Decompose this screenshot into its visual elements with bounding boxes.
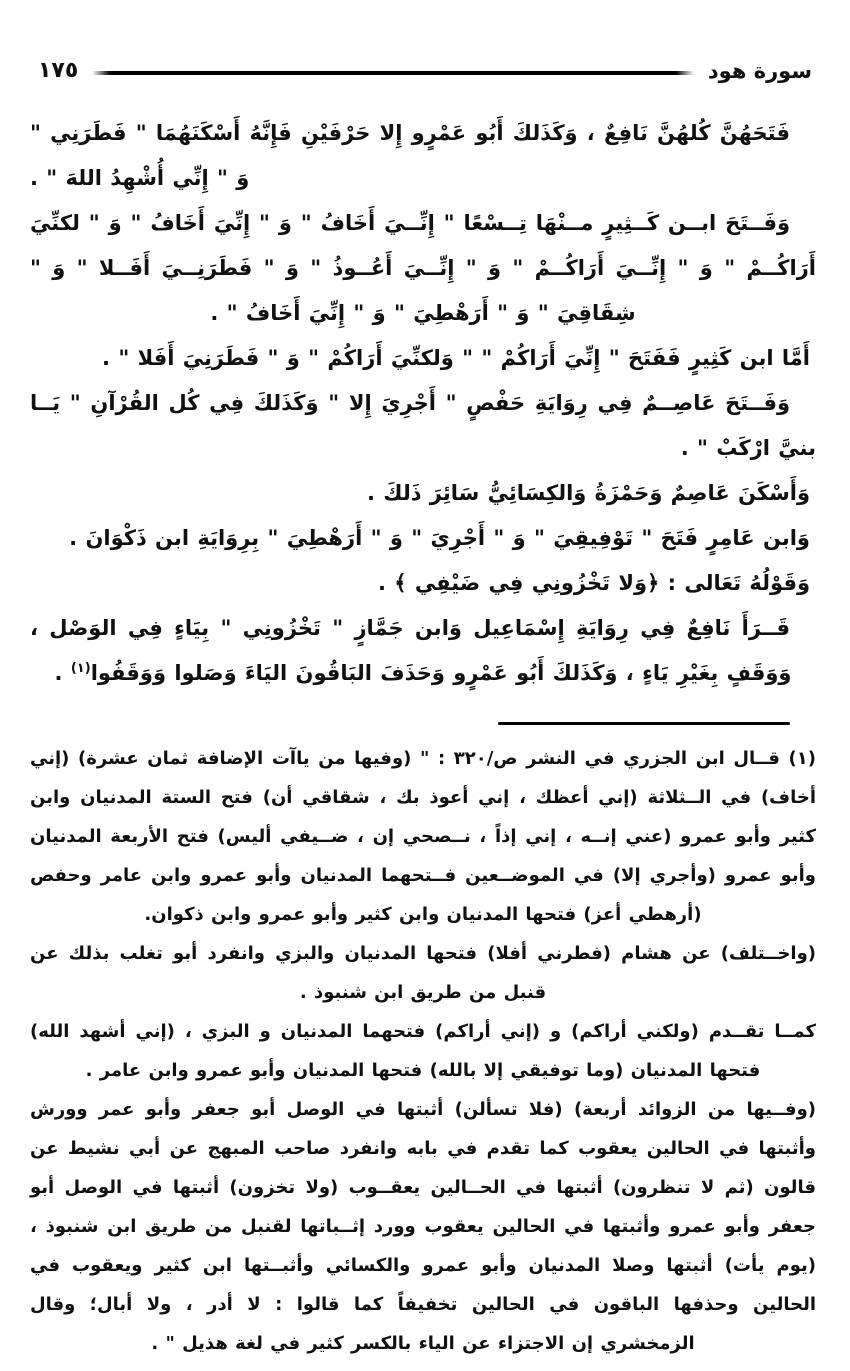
paragraph: وَفَــتَحَ ابــن كَــثِيرٍ مــنْهَا تِــسْعًا " إِنِّــيَ أَخَافُ " وَ " إِنِّيَ أَخَافُ " وَ " لكنِّيَ أَرَاكُــمْ " وَ " إِنِّــيَ أَرَاكُــمْ " وَ " إِنِّــيَ أَعُــوذُ " وَ " فَطَرَنِــيَ أَفَــلا " وَ " شِقَاقِيَ " وَ " أَرَهْطِيَ " وَ " إِنِّيَ أَخَافُ " . — [30, 211, 816, 325]
paragraph-with-footnote-ref — [30, 606, 816, 696]
footnote-paragraph: (واخــتلف) عن هشام (فطرني أفلا) فتحها المدنيان والبزي وانفرد أبو تغلب بذلك عن قنبل من طريق ابن شنبوذ . — [30, 943, 816, 1003]
paragraph: وَابن عَامِرٍ فَتَحَ " تَوْفِيقِيَ " وَ " أَجْرِيَ " وَ " أَرَهْطِيَ " بِرِوَايَةِ ابن ذَكْوَانَ . — [69, 526, 810, 550]
footnote-paragraph: (وفــيها من الزوائد أربعة) (فلا تسألن) أثبتها في الوصل أبو جعفر وأبو عمر وورش وأثبتها في الحالين يعقوب كما تقدم في بابه وانفرد صاحب المبهج عن أبي نشيط عن قالون (ثم لا تنظرون) أثبتها في الحــالين يعقــوب (ولا تخزون) أثبتها في الوصل أبو جعفر وأبو عمرو وأثبتها في الحالين يعقوب وورد إثــباتها لقنبل من طريق ابن شنبوذ ، (يوم يأت) أثبتها وصلا المدنيان وأبو عمرو والكسائي وأثبــتها ابن كثير ويعقوب في الحالين وحذفها الباقون في الحالين تخفيفاً كما قالوا : لا أدر ، ولا أبال؛ وقال الزمخشري إن الاجتزاء عن الياء بالكسر كثير في لغة هذيل " . — [30, 1099, 816, 1354]
header-rule — [92, 71, 694, 75]
footnote-reference: (١) — [70, 661, 91, 676]
paragraph: فَتَحَهُنَّ كُلهُنَّ نَافِعٌ ، وَكَذَلكَ أَبُو عَمْرٍو إِلا حَرْفَيْنِ فَإِنَّهُ أَسْكَنَهُمَا " فَطَرَنِي " وَ " إِنِّي أُشْهِدُ اللهَ " . — [30, 121, 790, 190]
footnote-paragraph: (١) قــال ابن الجزري في النشر ص/٣٢٠ : " (وفيها من ياآت الإضافة ثمان عشرة) (إني أخاف) في الــثلاثة (إني أعظك ، إني أعوذ بك ، شقاقي أن) فتح الستة المدنيان وابن كثير وأبو عمرو (عني إنــه ، إني إذاً ، نــصحي إن ، ضــيفي أليس) فتح الأربعة المدنيان وأبو عمرو (وأجري إلا) في الموضــعين فــتحهما المدنيان وأبو عمرو وابن عامر وحفص (أرهطي أعز) فتحها المدنيان وابن كثير وأبو عمرو وابن ذكوان. — [30, 748, 816, 925]
section-title: سورة هود — [707, 58, 812, 83]
page-number: ١٧٥ — [38, 58, 79, 83]
paragraph: أَمَّا ابن كَثِيرٍ فَفَتَحَ " إِنِّيَ أَرَاكُمْ " " وَلكنِّيَ أَرَاكُمْ " وَ " فَطَرَنِيَ أَفَلا " . — [102, 346, 810, 370]
footnote-separator — [498, 722, 790, 725]
footnotes — [30, 739, 816, 1363]
footnote-paragraph: كمــا تقــدم (ولكني أراكم) و (إني أراكم) فتحهما المدنيان و البزي ، (إني أشهد الله) فتحها المدنيان (وما توفيقي إلا بالله) فتحها المدنيان وأبو عمرو وابن عامر . — [30, 1021, 816, 1081]
paragraph: وَفَــتَحَ عَاصِــمٌ فِي رِوَايَةِ حَفْصٍ " أَجْرِيَ إِلا " وَكَذَلكَ فِي كُل القُرْآنِ " يَــا بنيَّ ارْكَبْ " . — [30, 391, 816, 460]
page-header — [30, 58, 816, 83]
paragraph-tail: . — [54, 661, 71, 685]
paragraph: وَقَوْلُهُ تَعَالى : ﴿وَلا تَخْزُونِي فِي ضَيْفِي ﴾ . — [378, 571, 810, 595]
paragraph-text: قَــرَأَ نَافِعٌ فِي رِوَايَةِ إِسْمَاعِيل وَابن جَمَّازٍ " تَخْزُونِي " بِيَاءٍ فِي الوَصْل ، وَوَقَفٍ بِغَيْرِ يَاءٍ ، وَكَذَلكَ أَبُو عَمْرٍو وَحَذَفَ البَاقُونَ اليَاءَ وَصَلوا وَوَقَفُوا — [30, 616, 792, 685]
main-text — [30, 111, 816, 696]
paragraph: وَأَسْكَنَ عَاصِمٌ وَحَمْزَةُ وَالكِسَائِيُّ سَائِرَ ذَلكَ . — [366, 481, 810, 505]
